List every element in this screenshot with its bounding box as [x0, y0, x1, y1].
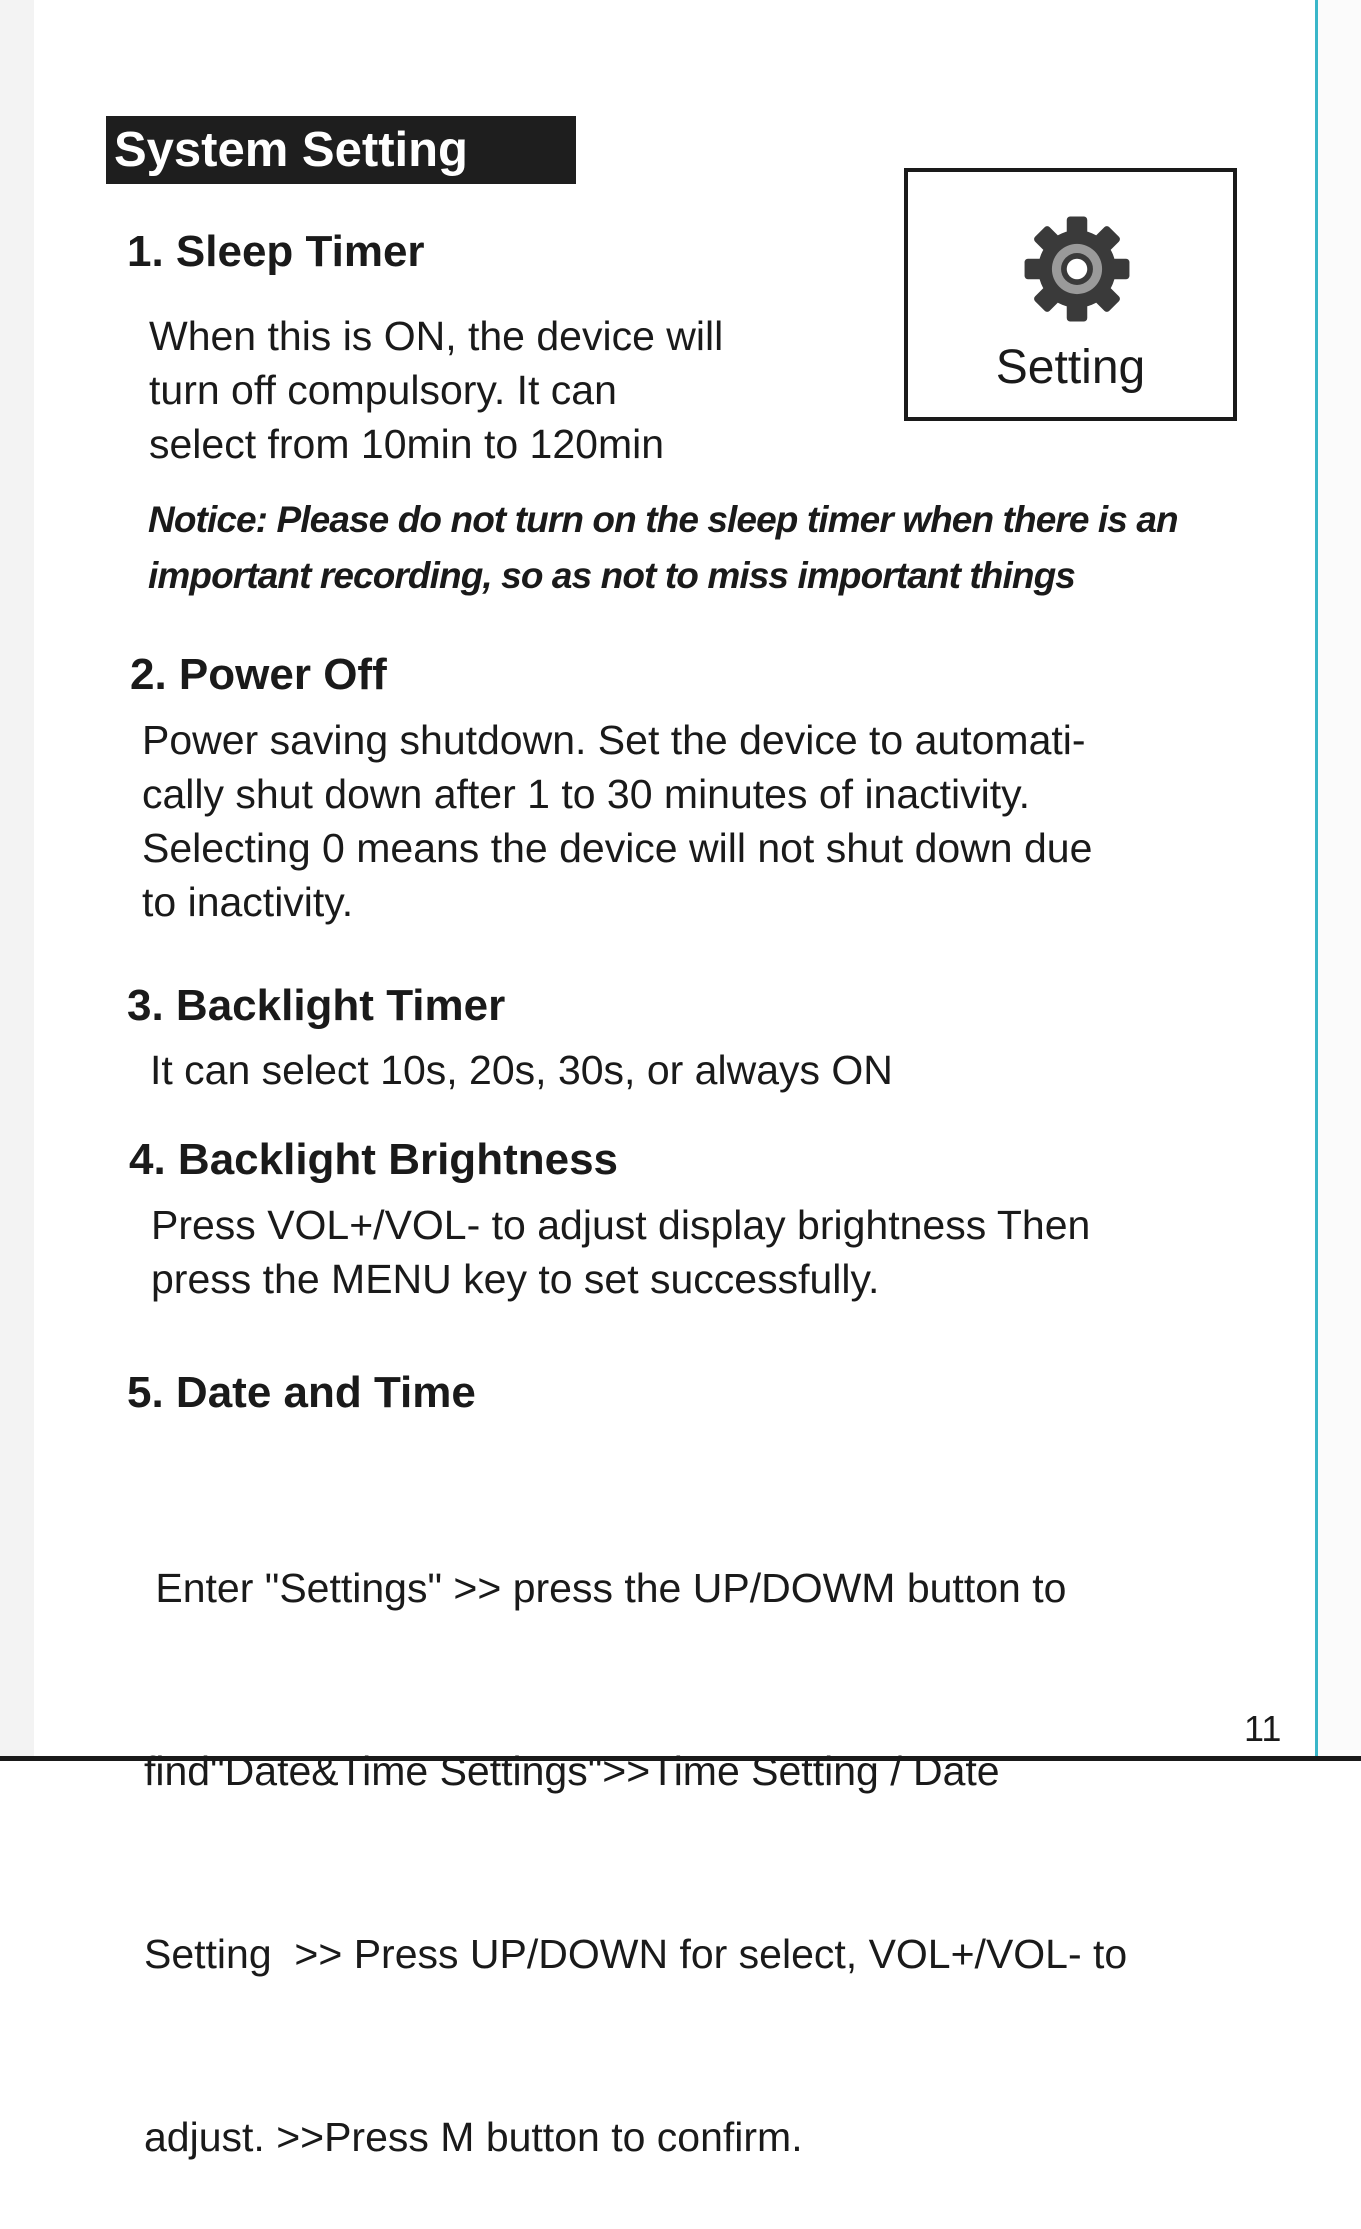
notice-line: important recording, so as not to miss important things: [148, 555, 1075, 596]
paragraph-line: turn off compulsory. It can: [149, 367, 617, 413]
paragraph-sleep-timer: [149, 309, 723, 471]
paragraph-line: When this is ON, the device will: [149, 313, 724, 359]
paragraph-line: Enter "Settings" >> press the UP/DOWM button to: [144, 1565, 1067, 1611]
paragraph-line: adjust. >>Press M button to confirm.: [144, 2114, 803, 2160]
page-number: 11: [1244, 1708, 1282, 1749]
heading-sleep-timer: 1. Sleep Timer: [127, 227, 425, 276]
paragraph-line: Selecting 0 means the device will not shut down due: [142, 825, 1093, 871]
notice-line: Notice: Please do not turn on the sleep timer when there is an: [148, 499, 1178, 540]
paragraph-backlight-brightness: [151, 1198, 1090, 1306]
paragraph-date-and-time: [144, 1436, 1127, 2229]
paragraph-power-off: [142, 713, 1092, 929]
right-margin: [1318, 0, 1361, 1761]
paragraph-line: Power saving shutdown. Set the device to automati-: [142, 717, 1086, 763]
heading-backlight-brightness: 4. Backlight Brightness: [129, 1135, 619, 1184]
paragraph-line: Setting >> Press UP/DOWN for select, VOL+/VOL- to: [144, 1931, 1128, 1977]
setting-label: Setting: [995, 341, 1146, 394]
paragraph-line: Press VOL+/VOL- to adjust display brightness Then: [151, 1202, 1091, 1248]
heading-backlight-timer: 3. Backlight Timer: [127, 981, 506, 1030]
paragraph-line: cally shut down after 1 to 30 minutes of inactivity.: [142, 771, 1031, 817]
section-title-bar: [106, 116, 576, 184]
sleep-timer-notice: [148, 492, 1178, 604]
paragraph-line: press the MENU key to set successfully.: [151, 1256, 880, 1302]
paragraph-line: find"Date&Time Settings">>Time Setting / Date: [144, 1748, 1000, 1794]
paragraph-line: select from 10min to 120min: [149, 421, 665, 467]
heading-power-off: 2. Power Off: [130, 650, 387, 699]
setting-menu-card: [904, 168, 1237, 421]
paragraph-line: It can select 10s, 20s, 30s, or always ON: [150, 1047, 893, 1093]
heading-date-and-time: 5. Date and Time: [127, 1368, 476, 1417]
page-left-edge: [0, 0, 34, 1761]
gear-icon: [1020, 212, 1134, 326]
paragraph-backlight-timer: [150, 1043, 893, 1097]
section-title: System Setting: [114, 123, 468, 177]
paragraph-line: to inactivity.: [142, 879, 354, 925]
